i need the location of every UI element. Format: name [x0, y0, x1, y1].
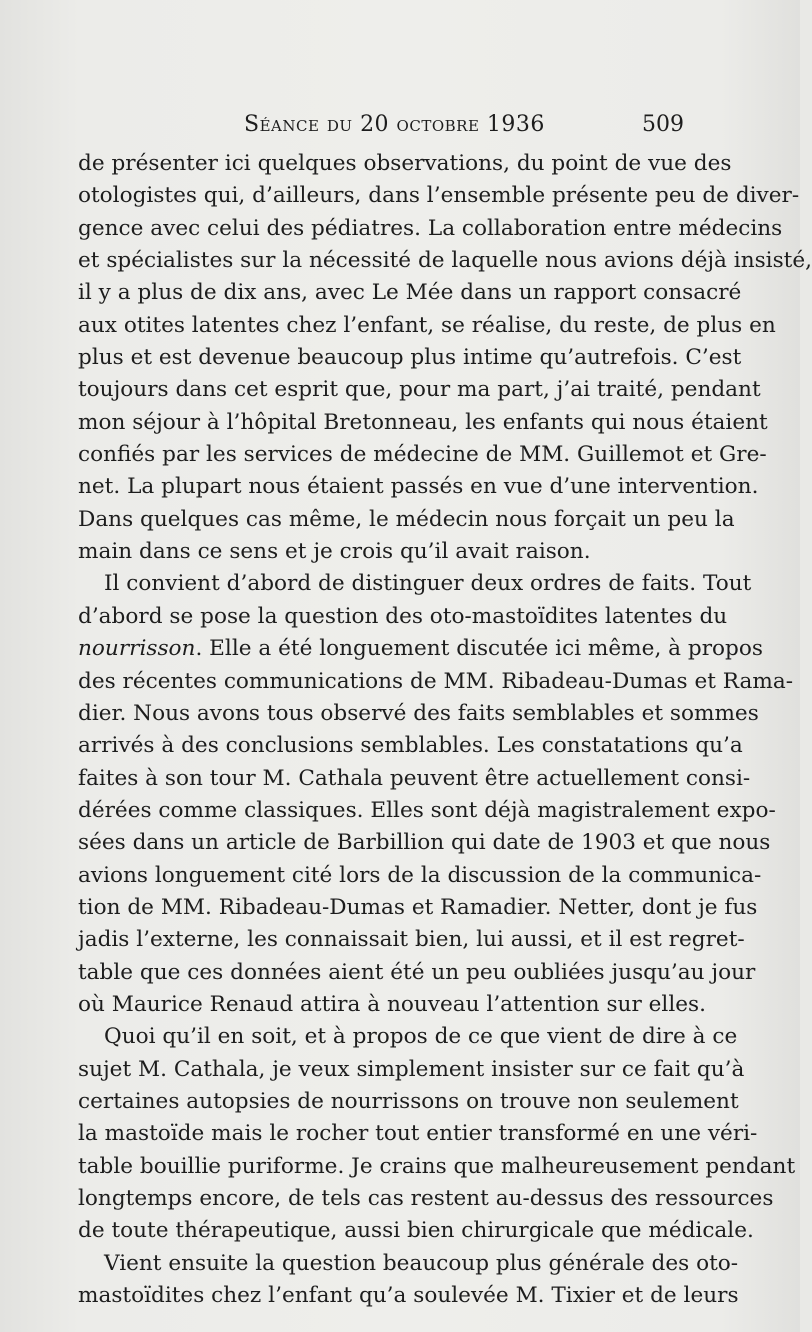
text-line: jadis l’externe, les connaissait bien, lui aussi, et il est regret- [78, 927, 745, 953]
text-line: d’abord se pose la question des oto-mastoïdites latentes du [78, 603, 728, 629]
text-line: dier. Nous avons tous observé des faits semblables et sommes [78, 700, 759, 726]
text-line: arrivés à des conclusions semblables. Les constatations qu’a [78, 733, 743, 759]
text-line: mon séjour à l’hôpital Bretonneau, les enfants qui nous étaient [78, 409, 768, 435]
text-line: mastoïdites chez l’enfant qu’a soulevée M. Tixier et de leurs [78, 1283, 739, 1309]
text-line: avions longuement cité lors de la discussion de la communica- [78, 862, 762, 888]
running-head-day: 20 [360, 112, 390, 137]
text-line: et spécialistes sur la nécessité de laquelle nous avions déjà insisté, [78, 248, 812, 274]
text-line: certaines autopsies de nourrissons on trouve non seulement [78, 1088, 739, 1114]
text-line: toujours dans cet esprit que, pour ma part, j’ai traité, pendant [78, 377, 761, 403]
body-text [78, 148, 812, 1312]
text-line: de présenter ici quelques observations, du point de vue des [78, 151, 732, 176]
text-line: main dans ce sens et je crois qu’il avait raison. [78, 539, 591, 565]
text-line: table bouillie puriforme. Je crains que malheureusement pendant [78, 1153, 796, 1179]
text-line: dérées comme classiques. Elles sont déjà magistralement expo- [78, 797, 776, 823]
text-line: tion de MM. Ribadeau-Dumas et Ramadier. Netter, dont je fus [78, 894, 758, 920]
text-line: de toute thérapeutique, aussi bien chirurgicale que médicale. [78, 1218, 754, 1244]
text-run: . Elle a été longuement discutée ici même, à propos [195, 636, 763, 662]
running-head-month: octobre [389, 112, 487, 137]
page-number: 509 [642, 112, 684, 137]
text-line: où Maurice Renaud attira à nouveau l’attention sur elles. [78, 991, 706, 1017]
text-line: plus et est devenue beaucoup plus intime qu’autrefois. C’est [78, 345, 742, 371]
text-line: net. La plupart nous étaient passés en vue d’une intervention. [78, 474, 759, 500]
text-line: faites à son tour M. Cathala peuvent être actuellement consi- [78, 765, 751, 791]
text-line: Quoi qu’il en soit, et à propos de ce que vient de dire à ce [104, 1024, 738, 1050]
text-line: Vient ensuite la question beaucoup plus générale des oto- [104, 1250, 739, 1276]
running-head-label: Séance du [244, 112, 361, 137]
text-line: aux otites latentes chez l’enfant, se réalise, du reste, de plus en [78, 312, 776, 338]
text-line: otologistes qui, d’ailleurs, dans l’ensemble présente peu de diver- [78, 183, 800, 209]
text-line: sujet M. Cathala, je veux simplement insister sur ce fait qu’à [78, 1056, 745, 1082]
text-line: la mastoïde mais le rocher tout entier transformé en une véri- [78, 1121, 758, 1147]
page-header [78, 112, 684, 142]
text-line: Il convient d’abord de distinguer deux ordres de faits. Tout [104, 571, 752, 597]
text-line: Dans quelques cas même, le médecin nous forçait un peu la [78, 506, 735, 532]
text-line: table que ces données aient été un peu oubliées jusqu’au jour [78, 959, 756, 985]
text-line: il y a plus de dix ans, avec Le Mée dans un rapport consacré [78, 280, 742, 306]
text-line: des récentes communications de MM. Ribadeau-Dumas et Rama- [78, 668, 794, 694]
text-line: gence avec celui des pédiatres. La collaboration entre médecins [78, 215, 783, 241]
text-line: longtemps encore, de tels cas restent au-dessus des ressources [78, 1186, 774, 1211]
text-line: confiés par les services de médecine de MM. Guillemot et Gre- [78, 442, 767, 468]
running-head [244, 112, 545, 137]
running-head-year: 1936 [486, 112, 545, 137]
italic-term: nourrisson [78, 636, 196, 662]
text-line-with-italic [78, 633, 763, 665]
text-line: sées dans un article de Barbillion qui date de 1903 et que nous [78, 830, 771, 856]
